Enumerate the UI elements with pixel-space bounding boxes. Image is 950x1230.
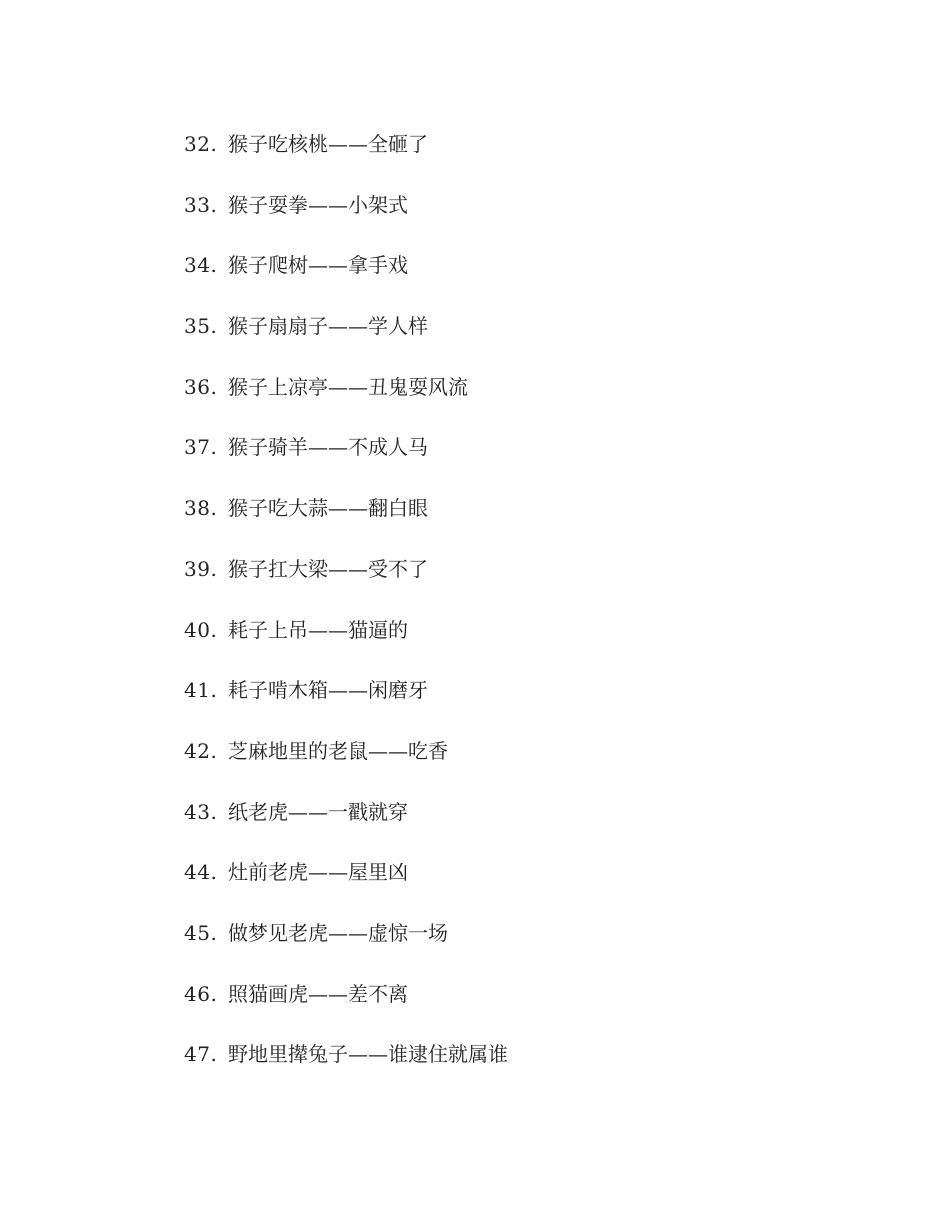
item-text: 猴子耍拳——小架式 [228,192,408,217]
item-number: 38. [184,496,218,521]
item-number: 47. [184,1042,218,1067]
list-item [184,1036,508,1097]
item-text: 猴子扇扇子——学人样 [228,314,428,339]
list-item [184,672,508,733]
list-item [184,308,508,369]
item-number: 43. [184,799,218,824]
item-text: 照猫画虎——差不离 [228,981,408,1006]
item-number: 44. [184,860,218,885]
item-text: 耗子啃木箱——闲磨牙 [228,678,428,703]
item-text: 猴子爬树——拿手戏 [228,253,408,278]
item-number: 37. [184,435,218,460]
item-number: 35. [184,314,218,339]
item-number: 45. [184,920,218,945]
item-number: 41. [184,678,218,703]
item-text: 灶前老虎——屋里凶 [228,860,408,885]
list-item [184,794,508,855]
item-number: 46. [184,981,218,1006]
idiom-list [184,126,508,1097]
list-item [184,551,508,612]
item-text: 芝麻地里的老鼠——吃香 [228,738,448,763]
list-item [184,126,508,187]
item-text: 耗子上吊——猫逼的 [228,617,408,642]
item-number: 36. [184,374,218,399]
item-number: 33. [184,192,218,217]
list-item [184,733,508,794]
item-text: 猴子骑羊——不成人马 [228,435,428,460]
list-item [184,915,508,976]
item-number: 39. [184,556,218,581]
item-number: 42. [184,738,218,763]
item-text: 猴子上凉亭——丑鬼耍风流 [228,374,468,399]
item-text: 猴子吃核桃——全砸了 [228,132,428,156]
list-item [184,429,508,490]
list-item [184,976,508,1037]
item-number: 32. [184,132,218,156]
item-text: 做梦见老虎——虚惊一场 [228,920,448,945]
item-text: 纸老虎——一戳就穿 [228,799,408,824]
list-item [184,612,508,673]
list-item [184,187,508,248]
list-item [184,369,508,430]
item-text: 野地里撵兔子——谁逮住就属谁 [228,1042,508,1067]
list-item [184,247,508,308]
list-item [184,854,508,915]
item-number: 34. [184,253,218,278]
list-item [184,490,508,551]
item-number: 40. [184,617,218,642]
item-text: 猴子扛大梁——受不了 [228,556,428,581]
item-text: 猴子吃大蒜——翻白眼 [228,496,428,521]
